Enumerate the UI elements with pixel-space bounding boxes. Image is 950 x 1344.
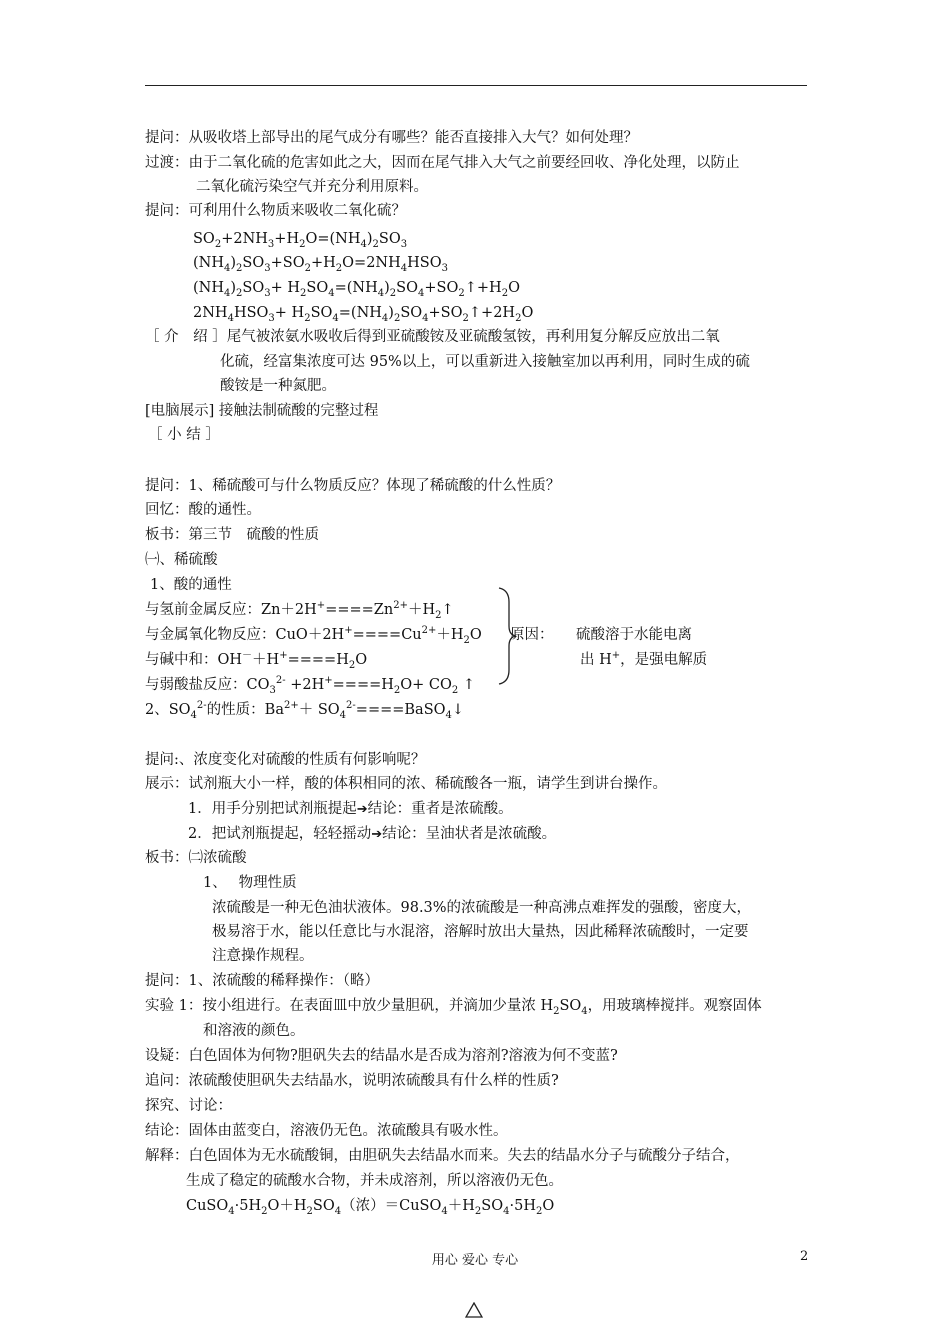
transition-line-2: 二氧化硫污染空气并充分利用原料。 (196, 179, 428, 195)
recall-line: 回忆：酸的通性。 (145, 502, 261, 518)
question-absorb: 提问：可利用什么物质来吸收二氧化硫？ (145, 203, 406, 219)
question-tail-gas: 提问：从吸收塔上部导出的尾气成分有哪些？能否直接排入大气？如何处理？ (145, 130, 638, 146)
equation-1: $SO_2+2NH_3+H_2O=(NH_4)_2SO_3$ (193, 231, 408, 250)
physical-line-2: 极易溶于水，能以任意比与水混溶，溶解时放出大量热，因此稀释浓硫酸时，一定要 (212, 924, 749, 940)
reaction-base: 与碱中和：$OH^-+H^+====H_2O$ (145, 650, 368, 671)
footer-motto: 用心 爱心 专心 (431, 1253, 519, 1268)
transition-line-1: 过渡：由于二氧化硫的危害如此之大，因而在尾气排入大气之前要经回收、净化处理，以防止 (145, 155, 740, 171)
reaction-metal: 与氢前金属反应：$Zn+2H^+====Zn^{2+}+H_2↑$ (145, 600, 454, 621)
physical-line-1: 浓硫酸是一种无色油状液体。98.3%的浓硫酸是一种高沸点难挥发的强酸，密度大， (212, 900, 752, 916)
reason-line-1: 硫酸溶于水能电离 (576, 627, 692, 643)
summary-heading: ［ 小 结 ］ (148, 427, 220, 443)
question-dilute: 提问：1、稀硫酸可与什么物质反应？体现了稀硫酸的什么性质？ (145, 478, 561, 494)
step-2: 2．把试剂瓶提起，轻轻摇动➔结论：呈油状者是浓硫酸。 (188, 826, 557, 842)
show-line: 展示：试剂瓶大小一样，酸的体积相同的浓、稀硫酸各一瓶，请学生到讲台操作。 (145, 776, 667, 792)
board-concentrated: 板书：㈡浓硫酸 (145, 850, 247, 866)
equation-4: $2NH_4HSO_3+$ $H_2SO_4=(NH_4)_2SO_4+SO_2↑+2H_2O$ (193, 305, 534, 324)
explanation-line-1: 解释：白色固体为无水硫酸铜，由胆矾失去结晶水而来。失去的结晶水分子与硫酸分子结合， (145, 1148, 740, 1164)
dilute-heading: ㈠、稀硫酸 (145, 552, 218, 568)
reaction-oxide: 与金属氧化物反应：$CuO+2H^+====Cu^{2+}+H_2O$ (145, 625, 482, 646)
intro-line-1: ［ 介 绍 ］尾气被浓氨水吸收后得到亚硫酸铵及亚硫酸氢铵，再利用复分解反应放出二氧 (145, 329, 720, 345)
experiment-line-2: 和溶液的颜色。 (203, 1023, 305, 1039)
doubt-line: 设疑：白色固体为何物?胆矾失去的结晶水是否成为溶剂?溶液为何不变蓝? (145, 1048, 618, 1064)
page-number: 2 (800, 1249, 809, 1264)
intro-line-2: 化硫，经富集浓度可达 95%以上，可以重新进入接触室加以再利用，同时生成的硫 (220, 354, 750, 370)
reaction-salt: 与弱酸盐反应：$CO_3^{2-} +2H^+====H_2O+ CO_2$ ↑ (145, 675, 476, 696)
board-section-3: 板书：第三节 硫酸的性质 (145, 527, 319, 543)
equation-3: $(NH_4)_2SO_3+$ $H_2SO_4=(NH_4)_2SO_4+SO_2↑+H_2O$ (193, 280, 520, 299)
intro-line-3: 酸铵是一种氮肥。 (220, 378, 336, 394)
conclusion-line: 结论：固体由蓝变白，溶液仍无色。浓硫酸具有吸水性。 (145, 1123, 508, 1139)
acid-common-heading: 1、酸的通性 (150, 577, 232, 593)
reason-line-2: 出 H+，是强电解质 (580, 650, 708, 668)
equation-2: $(NH_4)_2SO_3+SO_2+H_2O=2NH_4HSO_3$ (193, 255, 448, 274)
question-concentration: 提问:、浓度变化对硫酸的性质有何影响呢？ (145, 752, 426, 768)
physical-line-3: 注意操作规程。 (212, 948, 314, 964)
follow-up-question: 追问：浓硫酸使胆矾失去结晶水，说明浓硫酸具有什么样的性质? (145, 1073, 559, 1089)
explanation-line-2: 生成了稳定的硫酸水合物，并未成溶剂，所以溶液仍无色。 (186, 1173, 563, 1189)
reason-label: 原因： (510, 627, 554, 643)
equation-cuso4: $CuSO_4\cdot 5H_2O+H_2SO_4$（浓）$=CuSO_4+H_2SO_4\cdot 5H_2O$ (186, 1198, 555, 1217)
question-dilution: 提问：1、浓硫酸的稀释操作：（略） (145, 973, 379, 989)
triangle-icon (465, 1302, 483, 1318)
computer-display: [电脑展示] 接触法制硫酸的完整过程 (145, 403, 379, 419)
header-rule (145, 85, 807, 86)
discussion-line: 探究、讨论： (145, 1098, 232, 1114)
physical-heading: 1、 物理性质 (203, 875, 297, 891)
sulfate-property: 2、$SO_4^{2-}$的性质：$Ba^{2+}+$ $SO_4^{2-}====BaSO_4↓$ (145, 700, 465, 721)
experiment-line-1: 实验 1：按小组进行。在表面皿中放少量胆矾，并滴加少量浓 $H_2SO_4$，用玻璃棒搅拌。观察固体 (145, 998, 762, 1017)
step-1: 1．用手分别把试剂瓶提起➔结论：重者是浓硫酸。 (188, 801, 513, 817)
